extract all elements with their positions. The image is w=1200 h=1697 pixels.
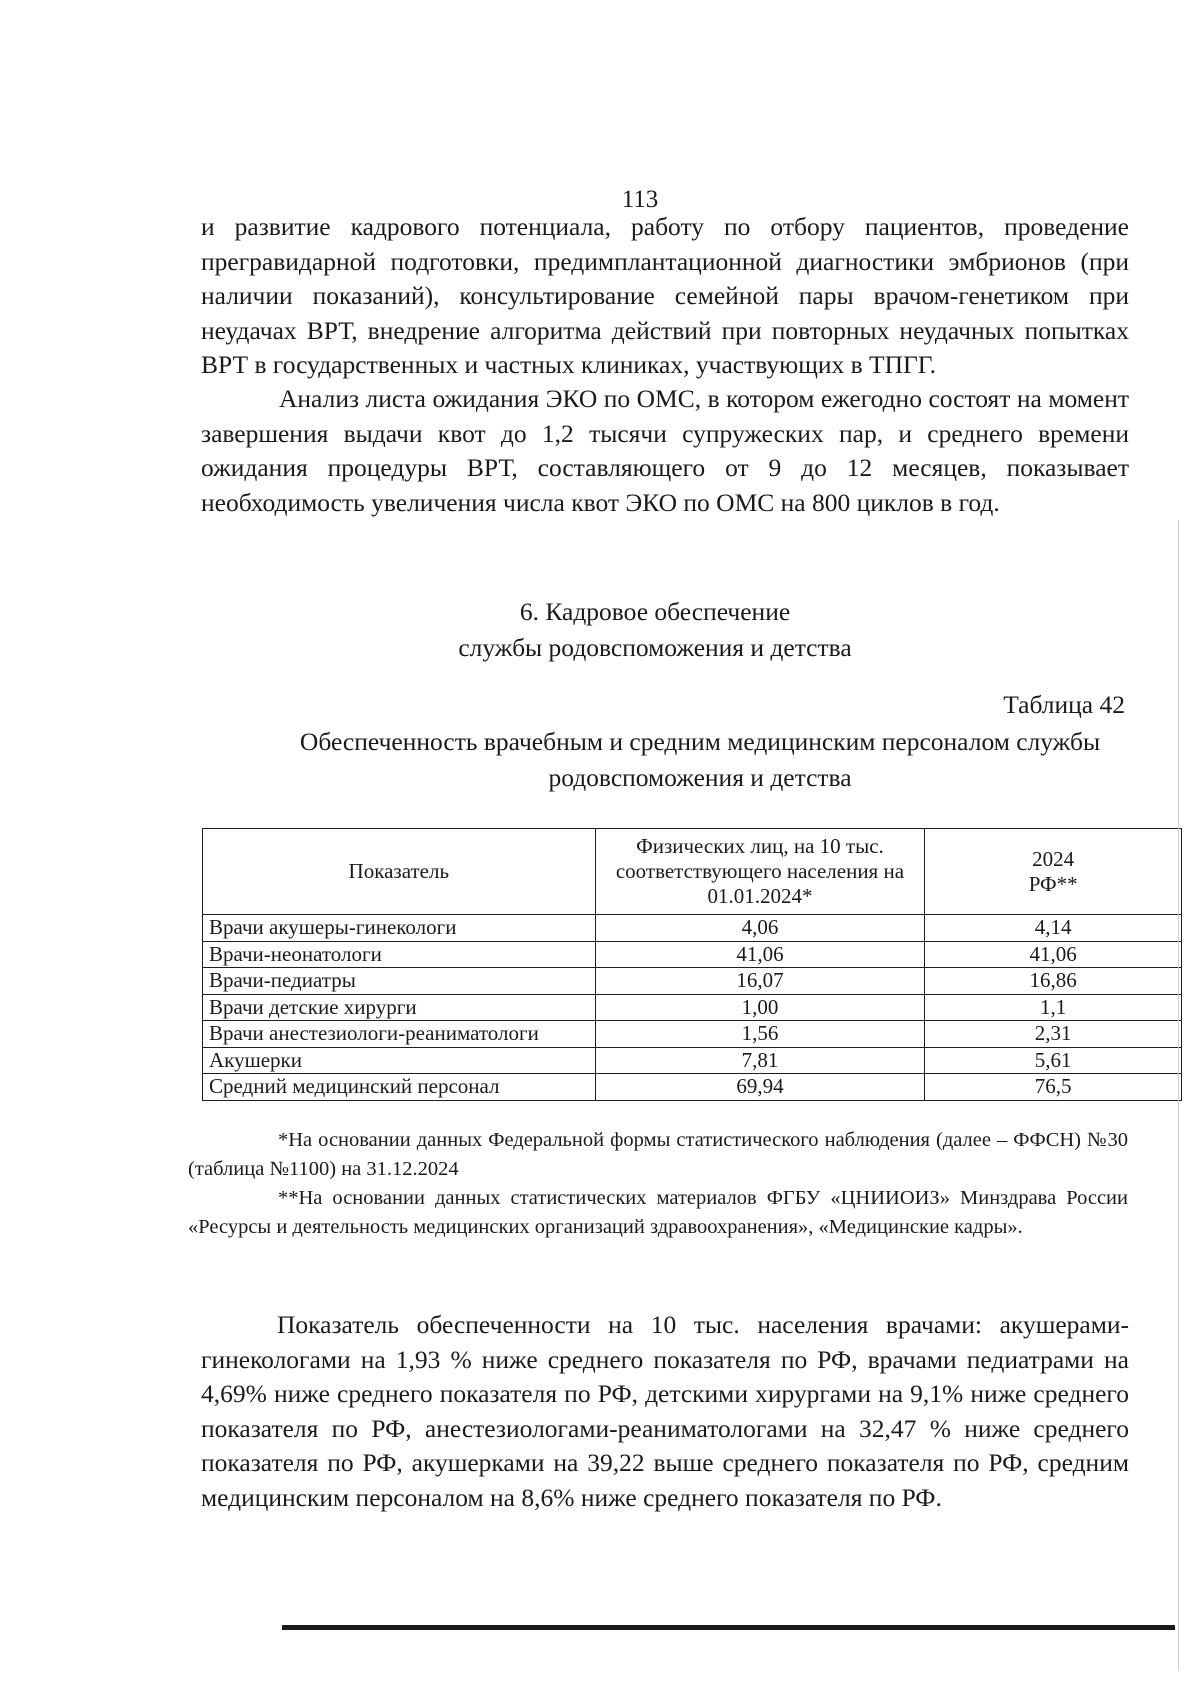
row-value-region: 7,81 bbox=[595, 1047, 925, 1074]
table-title-line-1: Обеспеченность врачебным и средним медицинским персоналом службы bbox=[299, 727, 1101, 756]
footnote-1: *На основании данных Федеральной формы статистического наблюдения (далее – ФФСН) №30 (таблица №1100) на 31.12.2024 bbox=[188, 1129, 1128, 1180]
header-per-10k-line-2: соответствующего населения на bbox=[615, 859, 905, 883]
row-indicator: Средний медицинский персонал bbox=[203, 1074, 596, 1101]
table-row bbox=[203, 915, 1182, 942]
header-indicator: Показатель bbox=[203, 829, 596, 915]
table-row bbox=[203, 1021, 1182, 1048]
row-value-region: 1,56 bbox=[595, 1021, 925, 1048]
section-heading-line-2: службы родовспоможения и детства bbox=[458, 633, 852, 662]
row-indicator: Врачи детские хирурги bbox=[203, 994, 596, 1021]
table-row bbox=[203, 941, 1182, 968]
section-heading bbox=[0, 594, 1200, 666]
paragraph-1: и развитие кадрового потенциала, работу по отбору пациентов, проведение прегравидарной подготовки, предимплантационной диагностики эмбрионов (при наличии показаний), консультирование семейной пары врачом-генетиком при неудачах ВРТ, внедрение алгоритма действий при повторных неудачных попытках ВРТ в государственных и частных клиниках, участвующих в ТПГГ. bbox=[201, 212, 1129, 379]
row-value-rf: 2,31 bbox=[925, 1021, 1182, 1048]
row-indicator: Врачи акушеры-гинекологи bbox=[203, 915, 596, 942]
row-value-rf: 1,1 bbox=[925, 994, 1182, 1021]
table-row bbox=[203, 1047, 1182, 1074]
header-per-10k-line-1: Физических лиц, на 10 тыс. bbox=[636, 834, 884, 858]
row-value-rf: 5,61 bbox=[925, 1047, 1182, 1074]
footnotes bbox=[188, 1126, 1128, 1242]
row-value-rf: 41,06 bbox=[925, 941, 1182, 968]
bottom-rule bbox=[282, 1625, 1175, 1630]
row-value-region: 16,07 bbox=[595, 968, 925, 995]
header-rf-line-2: РФ** bbox=[1028, 871, 1078, 896]
row-value-region: 41,06 bbox=[595, 941, 925, 968]
scan-edge-line bbox=[1178, 520, 1179, 1670]
row-value-region: 69,94 bbox=[595, 1074, 925, 1101]
row-value-rf: 16,86 bbox=[925, 968, 1182, 995]
row-value-rf: 76,5 bbox=[925, 1074, 1182, 1101]
header-rf-line-1: 2024 bbox=[1032, 846, 1075, 871]
table-title-line-2: родовспоможения и детства bbox=[548, 763, 852, 792]
staffing-table bbox=[202, 828, 1182, 1101]
header-per-10k bbox=[595, 829, 925, 915]
header-rf-2024 bbox=[925, 829, 1182, 915]
footnote-2: **На основании данных статистических материалов ФГБУ «ЦНИИОИЗ» Минздрава России «Ресурсы и деятельность медицинских организаций здравоохранения», «Медицинские кадры». bbox=[188, 1187, 1128, 1238]
paragraph-2: Анализ листа ожидания ЭКО по ОМС, в котором ежегодно состоят на момент завершения выдачи квот до 1,2 тысячи супружеских пар, и среднего времени ожидания процедуры ВРТ, составляющего от 9 до 12 месяцев, показывает необходимость увеличения числа квот ЭКО по ОМС на 800 циклов в год. bbox=[201, 384, 1129, 517]
section-heading-line-1: 6. Кадровое обеспечение bbox=[519, 597, 791, 626]
table-title bbox=[260, 724, 1140, 796]
table-row bbox=[203, 1074, 1182, 1101]
table-label: Таблица 42 bbox=[1003, 690, 1125, 719]
table-header-row bbox=[203, 829, 1182, 915]
table-row bbox=[203, 994, 1182, 1021]
row-indicator: Врачи анестезиологи-реаниматологи bbox=[203, 1021, 596, 1048]
row-indicator: Акушерки bbox=[203, 1047, 596, 1074]
row-value-region: 1,00 bbox=[595, 994, 925, 1021]
row-indicator: Врачи-педиатры bbox=[203, 968, 596, 995]
header-per-10k-line-3: 01.01.2024* bbox=[707, 884, 813, 908]
row-indicator: Врачи-неонатологи bbox=[203, 941, 596, 968]
paragraph-3: Показатель обеспеченности на 10 тыс. населения врачами: акушерами-гинекологами на 1,93 % ниже среднего показателя по РФ, врачами педиатрами на 4,69% ниже среднего показателя по РФ, детскими хирургами на 9,1% ниже среднего показателя по РФ, анестезиологами-реаниматологами на 32,47 % ниже среднего показателя по РФ, акушерками на 39,22 выше среднего показателя по РФ, средним медицинским персоналом на 8,6% ниже среднего показателя по РФ. bbox=[201, 1310, 1129, 1512]
row-value-rf: 4,14 bbox=[925, 915, 1182, 942]
page-number: 113 bbox=[621, 186, 659, 213]
table-row bbox=[203, 968, 1182, 995]
row-value-region: 4,06 bbox=[595, 915, 925, 942]
